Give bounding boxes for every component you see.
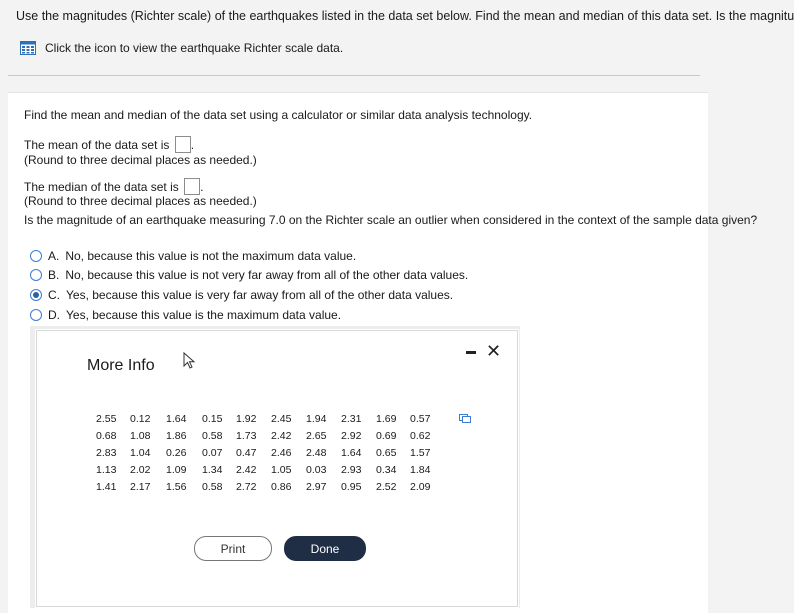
mean-label: The mean of the data set is [24, 138, 170, 152]
option-b-letter: B. [48, 268, 60, 282]
table-cell: 2.92 [341, 429, 362, 442]
table-cell: 1.69 [376, 412, 397, 425]
table-cell: 0.57 [410, 412, 431, 425]
table-row [96, 444, 440, 461]
table-cell: 2.45 [271, 412, 292, 425]
radio-b[interactable] [30, 269, 42, 281]
table-cell: 0.58 [202, 480, 223, 493]
table-cell: 2.17 [130, 480, 151, 493]
option-d-letter: D. [48, 308, 60, 322]
outlier-question: Is the magnitude of an earthquake measuring 7.0 on the Richter scale an outlier when considered in the context of the sample data given? [24, 213, 758, 227]
option-c[interactable] [30, 288, 453, 302]
table-cell: 0.68 [96, 429, 117, 442]
mouse-cursor-icon [183, 352, 197, 370]
table-cell: 1.56 [166, 480, 187, 493]
option-d-text: Yes, because this value is the maximum data value. [66, 308, 342, 322]
mean-input[interactable] [175, 136, 191, 153]
table-cell: 2.46 [271, 446, 292, 459]
median-row: The median of the data set is . [24, 180, 204, 194]
table-cell: 0.95 [341, 480, 362, 493]
table-cell: 0.69 [376, 429, 397, 442]
table-row [96, 478, 440, 495]
table-cell: 2.65 [306, 429, 327, 442]
table-cell: 2.09 [410, 480, 431, 493]
mean-row: The mean of the data set is . [24, 138, 195, 152]
median-input[interactable] [184, 178, 200, 195]
table-cell: 0.86 [271, 480, 292, 493]
table-cell: 1.64 [166, 412, 187, 425]
table-cell: 2.42 [271, 429, 292, 442]
table-cell: 2.83 [96, 446, 117, 459]
option-c-letter: C. [48, 288, 60, 302]
done-button[interactable]: Done [284, 536, 366, 561]
table-cell: 0.47 [236, 446, 257, 459]
table-cell: 1.05 [271, 463, 292, 476]
table-row [96, 427, 440, 444]
table-cell: 1.34 [202, 463, 223, 476]
table-cell: 0.34 [376, 463, 397, 476]
table-cell: 2.02 [130, 463, 151, 476]
table-cell: 0.58 [202, 429, 223, 442]
median-label: The median of the data set is [24, 180, 179, 194]
earthquake-data-table [96, 410, 440, 495]
table-cell: 0.26 [166, 446, 187, 459]
table-cell: 1.92 [236, 412, 257, 425]
table-cell: 1.94 [306, 412, 327, 425]
table-cell: 1.04 [130, 446, 151, 459]
median-round-note: (Round to three decimal places as needed.) [24, 194, 257, 208]
table-cell: 0.65 [376, 446, 397, 459]
table-cell: 1.09 [166, 463, 187, 476]
table-cell: 1.41 [96, 480, 117, 493]
question-text: Use the magnitudes (Richter scale) of the earthquakes listed in the data set below. Find the mean and median of this data set. Is the magnitu [16, 9, 794, 23]
table-cell: 0.12 [130, 412, 151, 425]
table-cell: 0.07 [202, 446, 223, 459]
close-icon[interactable]: ✕ [486, 341, 502, 361]
table-cell: 2.52 [376, 480, 397, 493]
table-icon[interactable] [20, 41, 36, 55]
table-cell: 2.72 [236, 480, 257, 493]
minimize-icon[interactable] [466, 349, 478, 355]
table-cell: 1.13 [96, 463, 117, 476]
table-cell: 1.86 [166, 429, 187, 442]
radio-a[interactable] [30, 250, 42, 262]
table-cell: 0.15 [202, 412, 223, 425]
radio-c[interactable] [30, 289, 42, 301]
option-b[interactable] [30, 268, 468, 282]
table-cell: 2.93 [341, 463, 362, 476]
option-c-text: Yes, because this value is very far away from all of the other data values. [66, 288, 454, 302]
divider [8, 75, 700, 76]
data-link-text[interactable]: Click the icon to view the earthquake Richter scale data. [45, 41, 344, 55]
table-cell: 2.42 [236, 463, 257, 476]
table-row [96, 410, 440, 427]
table-cell: 1.64 [341, 446, 362, 459]
table-row [96, 461, 440, 478]
mean-round-note: (Round to three decimal places as needed.) [24, 153, 257, 167]
print-button[interactable]: Print [194, 536, 272, 561]
option-d[interactable] [30, 308, 341, 322]
table-cell: 0.62 [410, 429, 431, 442]
instructions: Find the mean and median of the data set using a calculator or similar data analysis technology. [24, 108, 533, 122]
radio-d[interactable] [30, 309, 42, 321]
option-a-letter: A. [48, 249, 60, 263]
table-cell: 1.73 [236, 429, 257, 442]
table-cell: 1.57 [410, 446, 431, 459]
question-header [0, 0, 794, 84]
table-cell: 2.55 [96, 412, 117, 425]
table-cell: 2.48 [306, 446, 327, 459]
modal-title: More Info [87, 357, 155, 374]
data-link[interactable] [20, 41, 343, 55]
copy-data-icon[interactable] [459, 414, 471, 423]
option-a-text: No, because this value is not the maximum data value. [65, 249, 357, 263]
table-cell: 1.84 [410, 463, 431, 476]
table-cell: 0.03 [306, 463, 327, 476]
table-cell: 2.31 [341, 412, 362, 425]
table-cell: 1.08 [130, 429, 151, 442]
option-b-text: No, because this value is not very far away from all of the other data values. [65, 268, 469, 282]
option-a[interactable] [30, 249, 356, 263]
table-cell: 2.97 [306, 480, 327, 493]
